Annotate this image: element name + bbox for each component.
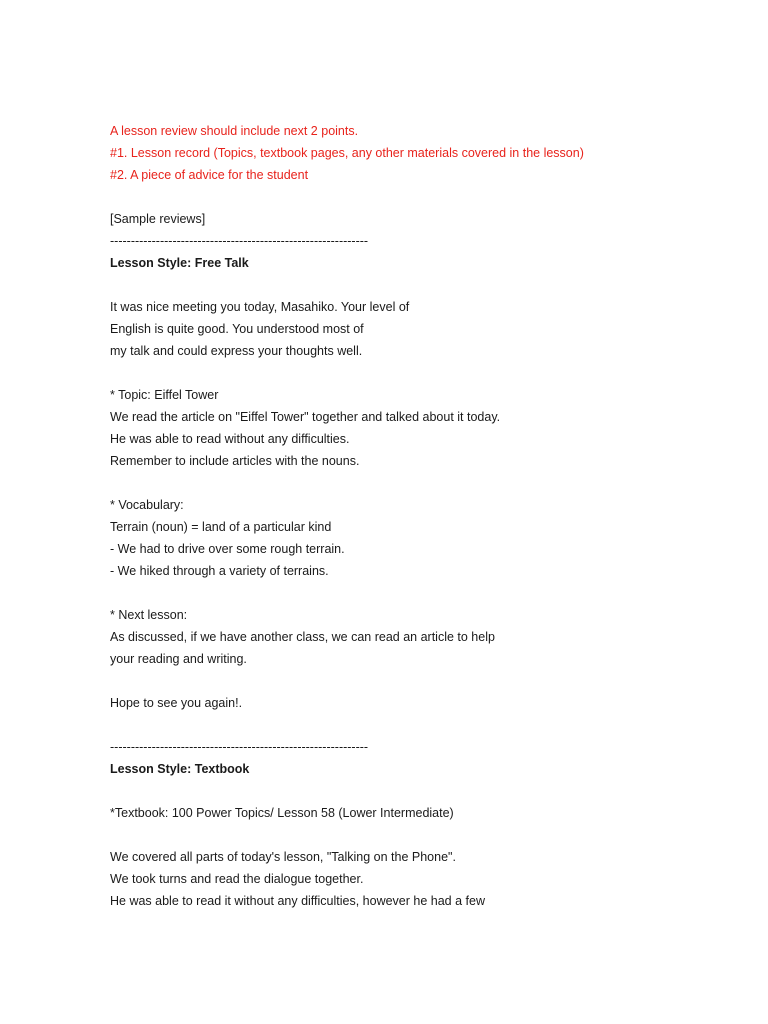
blank-line	[110, 274, 750, 296]
instructions-point-2: #2. A piece of advice for the student	[110, 168, 309, 182]
blank-line	[110, 824, 750, 846]
blank-line	[110, 472, 750, 494]
free-talk-intro-line: English is quite good. You understood most of	[110, 322, 364, 336]
textbook-style-heading: Lesson Style: Textbook	[110, 762, 250, 776]
separator: --------------------------------------------------------------	[110, 740, 369, 754]
document-body	[110, 120, 750, 912]
topic-line: He was able to read without any difficulties.	[110, 432, 350, 446]
samples-label: [Sample reviews]	[110, 212, 206, 226]
next-lesson-line: your reading and writing.	[110, 652, 247, 666]
textbook-body-line: We covered all parts of today's lesson, "Talking on the Phone".	[110, 850, 456, 864]
closing-line: Hope to see you again!.	[110, 696, 243, 710]
free-talk-intro-line: my talk and could express your thoughts well.	[110, 344, 363, 358]
vocabulary-line: Terrain (noun) = land of a particular kind	[110, 520, 332, 534]
next-lesson-heading: * Next lesson:	[110, 608, 188, 622]
blank-line	[110, 670, 750, 692]
next-lesson-line: As discussed, if we have another class, we can read an article to help	[110, 630, 495, 644]
instructions-point-1: #1. Lesson record (Topics, textbook pages, any other materials covered in the lesson)	[110, 146, 584, 160]
blank-line	[110, 186, 750, 208]
textbook-line: *Textbook: 100 Power Topics/ Lesson 58 (Lower Intermediate)	[110, 806, 454, 820]
separator: --------------------------------------------------------------	[110, 234, 369, 248]
blank-line	[110, 714, 750, 736]
blank-line	[110, 362, 750, 384]
topic-line: We read the article on "Eiffel Tower" together and talked about it today.	[110, 410, 501, 424]
topic-line: Remember to include articles with the nouns.	[110, 454, 360, 468]
blank-line	[110, 582, 750, 604]
free-talk-intro-line: It was nice meeting you today, Masahiko. Your level of	[110, 300, 410, 314]
blank-line	[110, 780, 750, 802]
vocabulary-line: - We hiked through a variety of terrains.	[110, 564, 329, 578]
textbook-body-line: He was able to read it without any difficulties, however he had a few	[110, 894, 485, 908]
textbook-body-line: We took turns and read the dialogue together.	[110, 872, 364, 886]
free-talk-style-heading: Lesson Style: Free Talk	[110, 256, 249, 270]
instructions-heading: A lesson review should include next 2 points.	[110, 124, 359, 138]
topic-heading: * Topic: Eiffel Tower	[110, 388, 219, 402]
vocabulary-heading: * Vocabulary:	[110, 498, 184, 512]
vocabulary-line: - We had to drive over some rough terrain.	[110, 542, 345, 556]
